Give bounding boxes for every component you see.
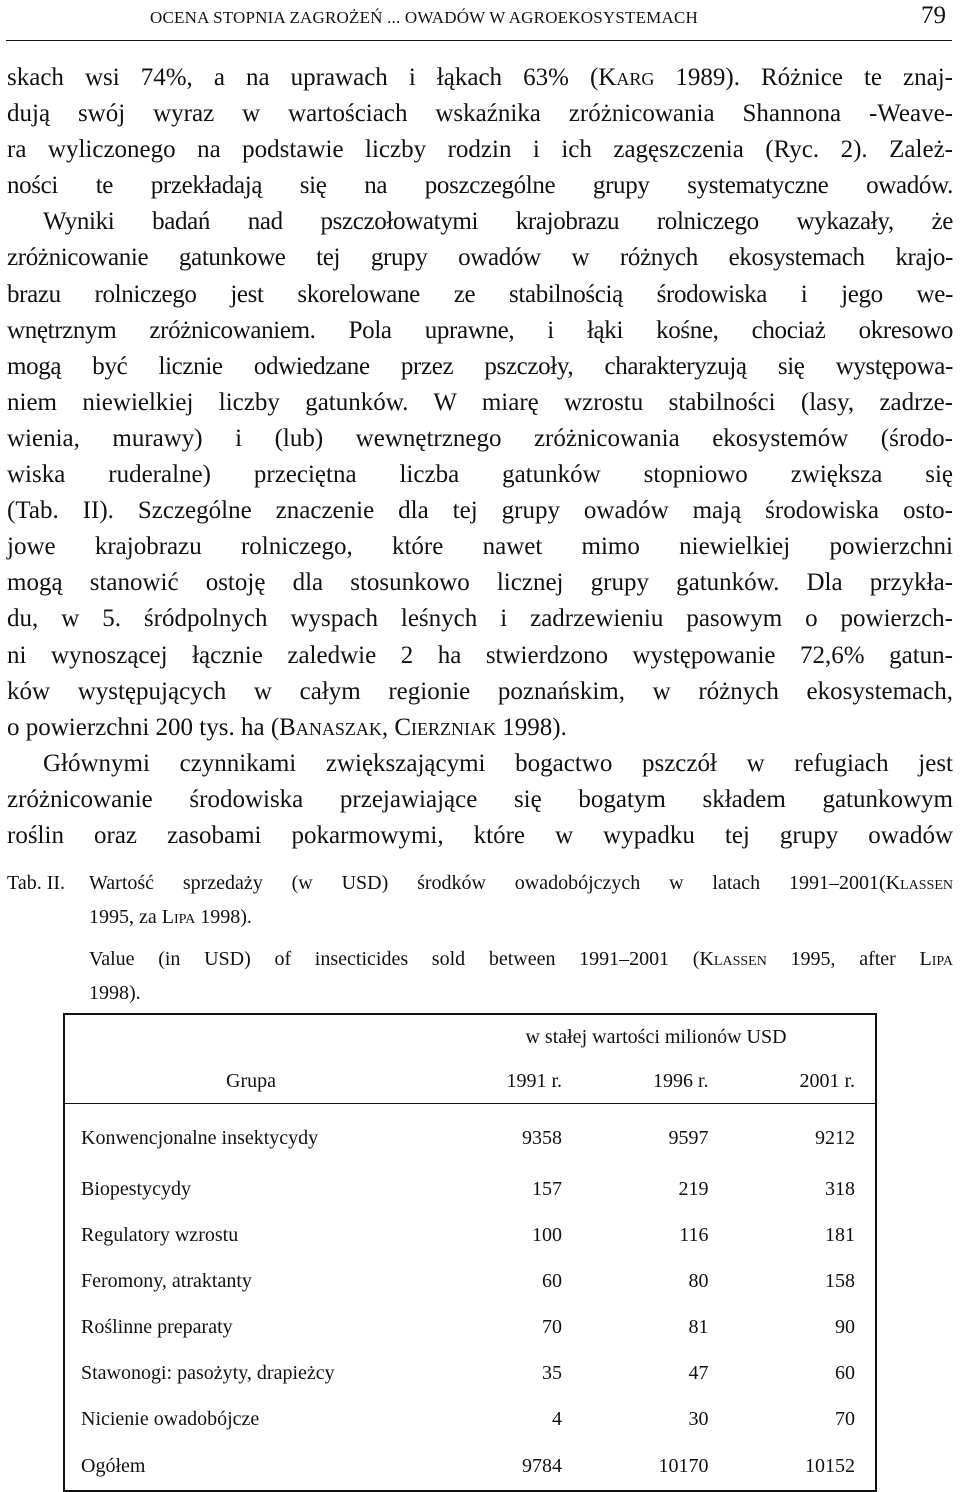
table-row <box>64 1396 876 1442</box>
cell-2001: 158 <box>825 1269 855 1292</box>
row-name: Roślinne preparaty <box>81 1315 233 1338</box>
cell-1991: 100 <box>532 1223 563 1246</box>
table-row <box>64 1212 876 1258</box>
insecticide-sales-table <box>63 1013 877 1492</box>
caption-pl-line: Wartość sprzedaży (w USD) środków owadobójczych w latach 1991–2001(Klassen <box>89 872 953 894</box>
caption-en-line: Value (in USD) of insecticides sold between 1991–2001 (Klassen 1995, after Lipa <box>89 948 954 970</box>
cell-2001: 60 <box>835 1361 855 1384</box>
table-row <box>64 1304 876 1350</box>
table-row-total <box>64 1442 876 1491</box>
body-line: mogą być licznie odwiedzane przez pszczoły, charakteryzują się występowa- <box>7 352 953 380</box>
cell-1991: 157 <box>532 1177 563 1200</box>
caption-en-line: 1998). <box>89 982 141 1004</box>
row-name: Konwencjonalne insektycydy <box>81 1126 319 1149</box>
body-line: ków występujących w całym regionie poznańskim, w różnych ekosystemach, <box>7 677 953 705</box>
cell-1991: 9784 <box>522 1454 563 1477</box>
cell-1996: 47 <box>688 1361 709 1384</box>
cell-2001: 318 <box>825 1177 855 1200</box>
running-head-title: OCENA STOPNIA ZAGROŻEŃ ... OWADÓW W AGROEKOSYSTEMACH <box>150 8 698 27</box>
body-line: niem niewielkiej liczby gatunków. W miarę wzrostu stabilności (lasy, zadrze- <box>7 388 953 416</box>
cell-1996: 116 <box>679 1223 709 1246</box>
body-line: dują swój wyraz w wartościach wskaźnika zróżnicowania Shannona -Weave- <box>7 100 953 128</box>
group-header: Grupa <box>64 1059 437 1104</box>
cell-1991: 9358 <box>522 1126 563 1149</box>
table-header-row <box>64 1059 876 1104</box>
body-line: brazu rolniczego jest skorelowane ze stabilnością środowiska i jego we- <box>7 280 953 308</box>
cell-2001: 181 <box>825 1223 855 1246</box>
body-line: roślin oraz zasobami pokarmowymi, które w wypadku tej grupy owadów <box>7 821 953 849</box>
year-header: 2001 r. <box>729 1059 877 1104</box>
cell-2001: 9212 <box>815 1126 855 1149</box>
cell-1996: 80 <box>688 1269 709 1292</box>
cell-1991: 4 <box>552 1407 563 1430</box>
page-number: 79 <box>921 2 946 29</box>
year-header: 1991 r. <box>437 1059 582 1104</box>
cell-1996: 219 <box>678 1177 709 1200</box>
year-header: 1996 r. <box>582 1059 728 1104</box>
body-line: wienia, murawy) i (lub) wewnętrznego zróżnicowania ekosystemów (środo- <box>7 424 953 452</box>
row-name: Biopestycydy <box>81 1177 191 1200</box>
cell-2001: 70 <box>835 1407 855 1430</box>
cell-2001: 90 <box>835 1315 855 1338</box>
body-line: zróżnicowanie środowiska przejawiające się bogatym składem gatunkowym <box>7 785 953 813</box>
body-line: ni wynoszącej łącznie zaledwie 2 ha stwierdzono występowanie 72,6% gatun- <box>7 641 953 669</box>
table-header-row <box>64 1014 876 1059</box>
body-line: zróżnicowanie gatunkowe tej grupy owadów w różnych ekosystemach krajo- <box>7 244 953 272</box>
body-line: skach wsi 74%, a na uprawach i łąkach 63% (Karg 1989). Różnice te znaj- <box>7 64 953 91</box>
row-name: Stawonogi: pasożyty, drapieżcy <box>81 1361 335 1384</box>
row-name: Ogółem <box>81 1454 146 1477</box>
table-row <box>64 1350 876 1396</box>
table-caption <box>7 866 953 1010</box>
row-name: Feromony, atraktanty <box>81 1269 252 1292</box>
body-line: jowe krajobrazu rolniczego, które nawet mimo niewielkiej powierzchni <box>7 533 953 561</box>
cell-1991: 70 <box>542 1315 563 1338</box>
body-text <box>7 60 953 854</box>
body-line: o powierzchni 200 tys. ha (Banaszak, Cierzniak 1998). <box>7 713 567 741</box>
body-line: (Tab. II). Szczególne znaczenie dla tej grupy owadów mają środowiska osto- <box>7 497 953 525</box>
caption-pl-line: 1995, za Lipa 1998). <box>89 906 252 928</box>
row-name: Regulatory wzrostu <box>81 1223 239 1246</box>
row-name: Nicienie owadobójcze <box>81 1407 260 1430</box>
running-head <box>0 0 960 46</box>
body-line: du, w 5. śródpolnych wyspach leśnych i zadrzewieniu pasowym o powierzch- <box>7 605 953 633</box>
table-row <box>64 1104 876 1167</box>
cell-2001: 10152 <box>805 1454 855 1477</box>
header-rule <box>6 40 952 41</box>
body-line: mogą stanowić ostoję dla stosunkowo licznej grupy gatunków. Dla przykła- <box>7 569 953 597</box>
body-line: wnętrznym zróżnicowaniem. Pola uprawne, i łąki kośne, chociaż okresowo <box>7 316 953 344</box>
super-header: w stałej wartości milionów USD <box>525 1025 787 1048</box>
cell-1996: 81 <box>688 1315 709 1338</box>
table-label: Tab. II. <box>7 872 66 894</box>
body-line: wiska ruderalne) przeciętna liczba gatunków stopniowo zwiększa się <box>7 461 953 489</box>
cell-1996: 10170 <box>658 1454 709 1477</box>
body-line: Wyniki badań nad pszczołowatymi krajobrazu rolniczego wykazały, że <box>43 208 953 236</box>
body-line: Głównymi czynnikami zwiększającymi bogactwo pszczół w refugiach jest <box>43 749 953 777</box>
cell-1991: 60 <box>542 1269 563 1292</box>
cell-1996: 9597 <box>668 1126 709 1149</box>
table-row <box>64 1166 876 1212</box>
cell-1991: 35 <box>542 1361 563 1384</box>
body-line: ności te przekładają się na poszczególne grupy systematyczne owadów. <box>7 172 953 200</box>
body-line: ra wyliczonego na podstawie liczby rodzin i ich zagęszczenia (Ryc. 2). Zależ- <box>7 136 953 164</box>
table-row <box>64 1258 876 1304</box>
cell-1996: 30 <box>688 1407 709 1430</box>
